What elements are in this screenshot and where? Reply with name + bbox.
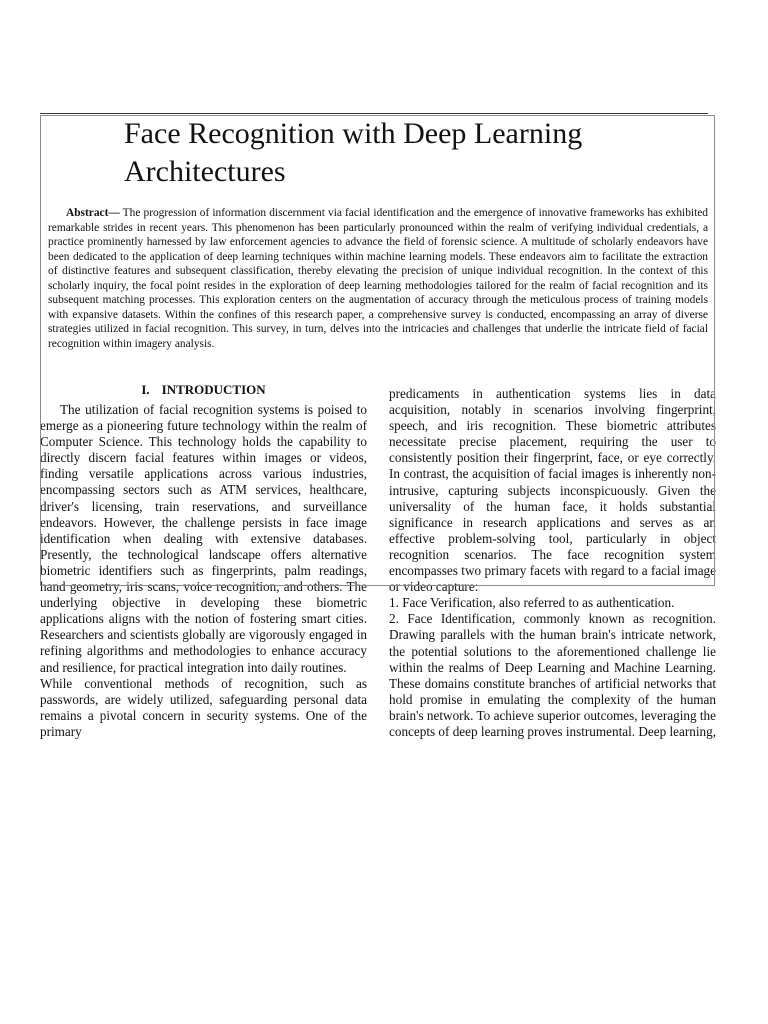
intro-paragraph-2: While conventional methods of recognition, such as passwords, are widely utilized, safeguarding personal data remains a pivotal concern in security systems. One of the primary <box>40 675 367 739</box>
right-column <box>389 386 716 740</box>
section-title: INTRODUCTION <box>161 382 266 397</box>
intro-paragraph-3: predicaments in authentication systems lies in data acquisition, notably in scenarios involving fingerprint, speech, and iris recognition. These biometric attributes necessitate precise placement, requiring the user to consistently position their fingerprint, face, or eye correctly. In contrast, the acquisition of facial images is inherently non-intrusive, capturing subjects inconspicuously. Given the universality of the human face, it holds substantial significance in research applications and serves as an effective problem-solving tool, particularly in object recognition scenarios. The face recognition system encompasses two primary facets with regard to a facial image or video capture: <box>389 386 716 595</box>
left-column <box>40 402 367 740</box>
section-heading <box>40 382 367 398</box>
abstract-label: Abstract— <box>66 207 120 219</box>
header-rule <box>40 113 708 114</box>
section-number: I. <box>141 382 150 397</box>
abstract <box>48 206 708 351</box>
intro-paragraph-1: The utilization of facial recognition systems is poised to emerge as a pioneering future technology within the realm of Computer Science. This technology holds the capability to directly discern facial features within images or videos, finding versatile applications across various industries, encompassing sectors such as ATM services, healthcare, driver's licensing, train reservations, and surveillance endeavors. However, the challenge persists in face image identification when dealing with extensive databases. Presently, the technological landscape offers alternative biometric identifiers such as fingerprints, palm readings, hand geometry, iris scans, voice recognition, and others. The underlying objective in developing these biometric applications aligns with the notion of fostering smart cities. Researchers and scientists globally are vigorously engaged in refining algorithms and methodologies to enhance accuracy and resilience, for practical integration into daily routines. <box>40 402 367 675</box>
list-item-identification: 2. Face Identification, commonly known as recognition. Drawing parallels with the human brain's intricate network, the potential solutions to the aforementioned challenge lie within the realms of Deep Learning and Machine Learning. These domains constitute branches of artificial networks that hold promise in emulating the complexity of the human brain's network. To achieve superior outcomes, leveraging the concepts of deep learning proves instrumental. Deep learning, <box>389 611 717 739</box>
list-item-verification: 1. Face Verification, also referred to as authentication. <box>389 595 675 611</box>
abstract-text: The progression of information discernment via facial identification and the emergence of innovative frameworks has exhibited remarkable strides in recent years. This phenomenon has been particularly pronounced within the realm of verifying individual credentials, a practice prominently harnessed by law enforcement agencies to advance the field of forensic science. A multitude of scholarly endeavors have been dedicated to the application of deep learning techniques within machine learning models. These endeavors aim to facilitate the extraction of distinctive features and subsequent classification, thereby elevating the precision of unique individual recognition. In the context of this scholarly inquiry, the focal point resides in the exploration of deep learning methodologies tailored for the realm of facial recognition and its subsequent matching processes. This exploration centers on the augmentation of accuracy through the meticulous process of training models with expansive datasets. Within the confines of this research paper, a comprehensive survey is conducted, encompassing an array of diverse strategies utilized in facial recognition. This survey, in turn, delves into the intricacies and challenges that underlie the intricate field of facial recognition within imagery analysis. <box>48 207 708 350</box>
paper-title: Face Recognition with Deep Learning Architectures <box>124 117 583 188</box>
